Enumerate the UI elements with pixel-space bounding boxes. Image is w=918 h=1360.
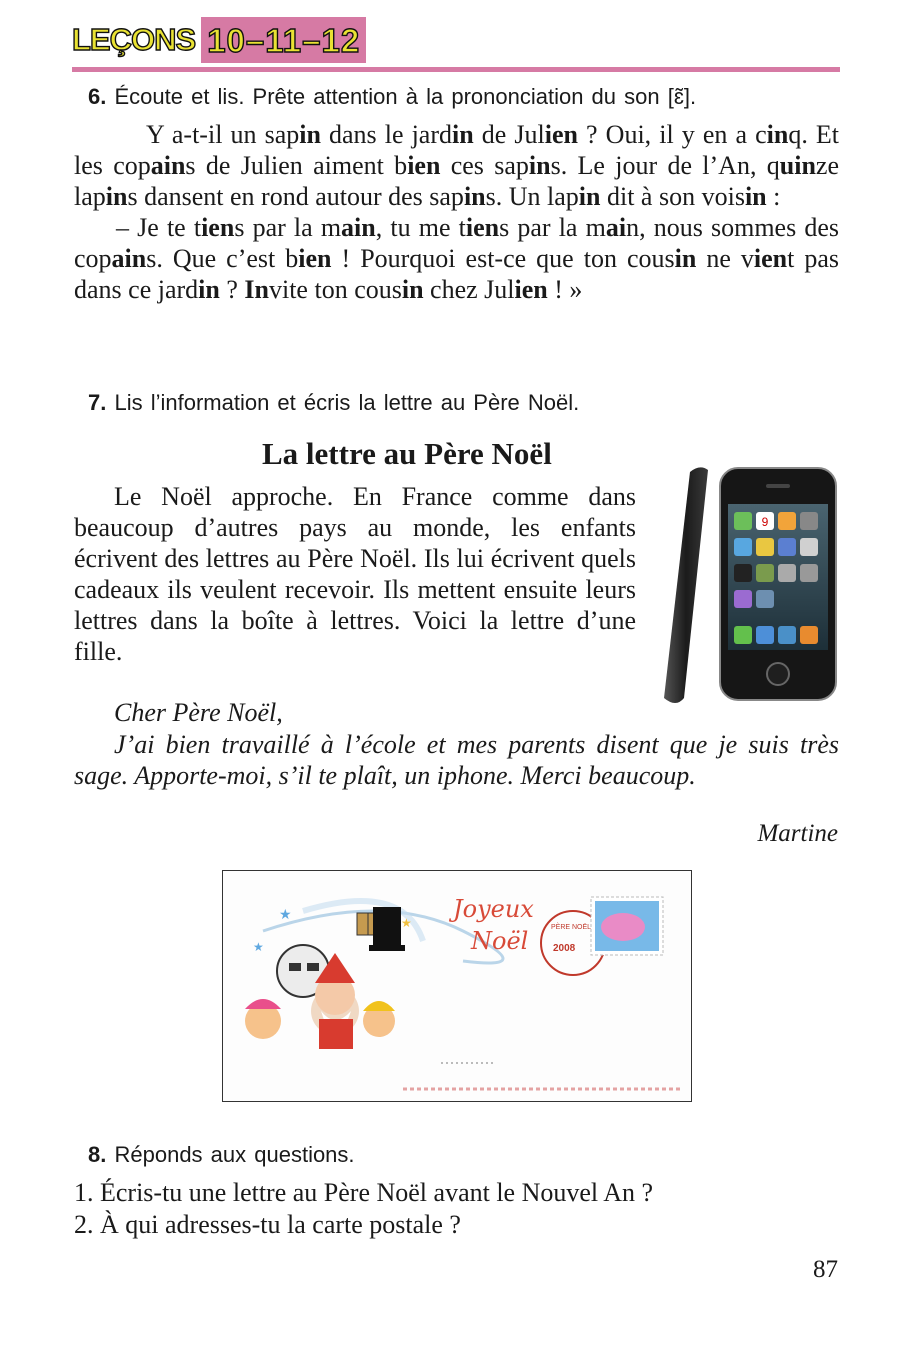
stamp-ring-text: PÈRE NOËL	[551, 924, 592, 931]
text-segment: s. Que c’est b	[146, 244, 299, 273]
text-segment: ne v	[696, 244, 754, 273]
nasal-sound-highlight: in	[198, 275, 220, 304]
calendar-day: 9	[761, 515, 769, 529]
task-7-text: Lis l’information et écris la lettre au Père Noël.	[114, 390, 580, 415]
text-segment: dans le jard	[320, 120, 452, 149]
nasal-sound-highlight: ien	[201, 213, 235, 242]
text-segment: ! Pourquoi est-ce que ton cous	[331, 244, 675, 273]
svg-text:★: ★	[401, 916, 412, 930]
nasal-sound-highlight: in	[744, 182, 767, 211]
question-2: 2. À qui adresses-tu la carte postale ?	[74, 1210, 461, 1239]
nasal-sound-highlight: ien	[407, 151, 441, 180]
text-segment: ze lap	[74, 151, 840, 211]
text-segment: chez Jul	[423, 275, 515, 304]
nasal-sound-highlight: in	[401, 275, 424, 304]
task-6-paragraph-1	[74, 119, 839, 212]
text-segment: ? Oui, il y en a c	[577, 120, 767, 149]
nasal-sound-highlight: uin	[779, 151, 816, 180]
text-segment: s dansent en rond autour des sap	[127, 182, 464, 211]
lessons-label: LEÇONS	[72, 22, 196, 57]
svg-text:★: ★	[253, 940, 264, 954]
noel-text: Noël	[471, 927, 529, 955]
letter-signature: Martine	[757, 820, 838, 847]
question-1: 1. Écris-tu une lettre au Père Noël avant le Nouvel An ?	[74, 1178, 654, 1207]
text-segment: , tu me t	[375, 213, 466, 242]
christmas-envelope-illustration	[222, 870, 692, 1102]
header-rule	[72, 67, 840, 72]
letter-intro-paragraph: Le Noël approche. En France comme dans beaucoup d’autres pays au monde, les enfants écrivent des lettres au Père Noël. Ils lui écrivent quels cadeaux ils veulent recevoir. Ils mettent ensuite leurs lettres dans la boîte à lettres. Voici la lettre d’une fille.	[74, 482, 636, 666]
iphone-illustration	[656, 462, 842, 712]
nasal-sound-highlight: in	[105, 182, 128, 211]
task-6-text: Écoute et lis. Prête attention à la prononciation du son [ɛ̃].	[114, 84, 697, 109]
nasal-sound-highlight: in	[463, 182, 486, 211]
nasal-sound-highlight: in	[674, 244, 697, 273]
text-segment: s. Un lap	[485, 182, 579, 211]
text-segment: vite ton cous	[268, 275, 402, 304]
svg-text:★: ★	[279, 907, 292, 923]
text-segment: – Je te t	[116, 213, 202, 242]
text-segment: ?	[219, 275, 245, 304]
text-segment: s de Julien aiment b	[185, 151, 408, 180]
letter-greeting: Cher Père Noël,	[114, 698, 283, 727]
task-8-instruction	[88, 1142, 355, 1168]
task-7-instruction	[88, 390, 579, 416]
letter-body: J’ai bien travaillé à l’école et mes parents disent que je suis très sage. Apporte-moi, s’il te plaît, un iphone. Merci beaucoup.	[74, 730, 839, 790]
text-segment: :	[766, 182, 781, 211]
task-8-number: 8.	[88, 1142, 107, 1167]
text-segment: s. Le jour de l’An, q	[550, 151, 780, 180]
task-6-instruction	[88, 84, 696, 110]
text-segment: s par la m	[499, 213, 606, 242]
nasal-sound-highlight: ain	[111, 244, 147, 273]
nasal-sound-highlight: ain	[341, 213, 376, 242]
nasal-sound-highlight: ien	[544, 120, 578, 149]
nasal-sound-highlight: ien	[753, 244, 788, 273]
task-6-paragraph-2	[74, 212, 839, 305]
task-6-number: 6.	[88, 84, 107, 109]
lesson-header	[72, 14, 366, 66]
joyeux-text: Joyeux	[453, 895, 534, 923]
lessons-numbers: 10–11–12	[201, 17, 366, 63]
stamp-year: 2008	[553, 943, 576, 954]
page-number: 87	[813, 1256, 838, 1283]
text-segment: ! »	[547, 275, 583, 304]
text-segment: s par la m	[234, 213, 342, 242]
text-segment: n, nous sommes des cop	[74, 213, 839, 273]
nasal-sound-highlight: in	[299, 120, 321, 149]
nasal-sound-highlight: In	[244, 275, 269, 304]
task-7-number: 7.	[88, 390, 107, 415]
text-segment: Y a-t-il un sap	[146, 120, 300, 149]
nasal-sound-highlight: ien	[514, 275, 548, 304]
letter-title: La lettre au Père Noël	[262, 436, 552, 471]
nasal-sound-highlight: ien	[465, 213, 500, 242]
task-8-text: Réponds aux questions.	[114, 1142, 355, 1167]
text-segment: dit à son vois	[600, 182, 745, 211]
nasal-sound-highlight: in	[528, 151, 551, 180]
task-6-reading-text	[74, 119, 839, 305]
nasal-sound-highlight: in	[578, 182, 601, 211]
text-segment: de Jul	[473, 120, 545, 149]
nasal-sound-highlight: ai	[605, 213, 627, 242]
text-segment: ces sap	[440, 151, 529, 180]
nasal-sound-highlight: in	[766, 120, 789, 149]
text-segment: t pas dans ce jard	[74, 244, 840, 304]
text-segment: q. Et les cop	[74, 120, 839, 180]
nasal-sound-highlight: ien	[298, 244, 332, 273]
nasal-sound-highlight: in	[452, 120, 474, 149]
nasal-sound-highlight: ain	[150, 151, 186, 180]
